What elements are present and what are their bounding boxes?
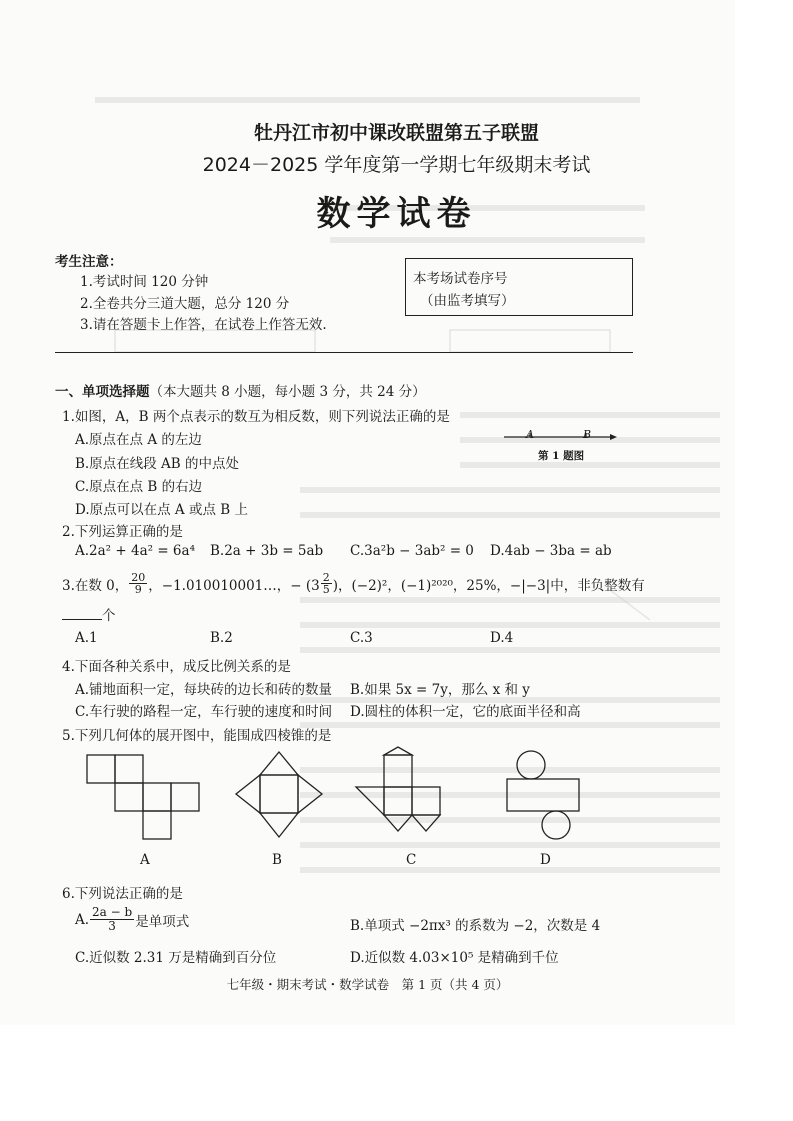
net-label-b: B	[272, 852, 282, 868]
notice-heading: 考生注意：	[55, 254, 123, 270]
page-title: 数学试卷	[316, 194, 477, 234]
figure-caption: 第 1 题图	[538, 450, 585, 462]
q1-option-d: D.原点可以在点 A 或点 B 上	[75, 502, 248, 518]
nets-figure	[80, 745, 600, 850]
net-label-c: C	[406, 852, 417, 868]
q3-frac1-den: 9	[134, 583, 142, 596]
q3-prefix: 3.在数 0，	[62, 577, 129, 594]
question-1-stem: 1.如图，A，B 两个点表示的数互为相反数，则下列说法正确的是	[62, 409, 450, 425]
q6-frac-den: 3	[108, 919, 116, 933]
q1-option-a: A.原点在点 A 的左边	[75, 432, 202, 448]
point-b-label: B	[583, 428, 592, 441]
net-label-a: A	[140, 852, 150, 868]
q3-mid: ，−1.010010001…，− (3	[148, 577, 320, 594]
section-note: （本大题共 8 小题，每小题 3 分，共 24 分）	[149, 384, 426, 400]
q3-fraction-1	[129, 572, 147, 595]
question-5-stem: 5.下列几何体的展开图中，能围成四棱锥的是	[62, 728, 332, 744]
notice-item: 3.请在答题卡上作答，在试卷上作答无效.	[80, 317, 327, 333]
number-line-arrow	[610, 434, 617, 440]
q3-fraction-2	[321, 572, 332, 595]
q3-tail: 个	[102, 608, 116, 624]
q2-option-a: A.2a² + 4a² = 6a⁴	[75, 543, 195, 559]
notice-item: 1.考试时间 120 分钟	[80, 274, 209, 290]
net-d	[507, 751, 579, 839]
q3-answer-line	[62, 604, 116, 624]
q2-option-c: C.3a²b − 3ab² = 0	[350, 543, 474, 559]
q6-option-a	[75, 906, 189, 933]
header-divider	[55, 352, 633, 353]
point-a-label: A	[526, 428, 534, 441]
q4-option-a: A.铺地面积一定，每块砖的边长和砖的数量	[75, 682, 333, 698]
q4-option-d: D.圆柱的体积一定，它的底面半径和高	[350, 704, 581, 720]
q3-frac1-num: 20	[131, 571, 146, 584]
question-3-stem	[62, 572, 645, 595]
section-title: 一、单项选择题	[55, 384, 150, 400]
q3-option-b: B.2	[210, 630, 233, 646]
q4-option-b: B.如果 5x = 7y，那么 x 和 y	[350, 682, 530, 698]
q2-option-b: B.2a + 3b = 5ab	[210, 543, 324, 559]
q1-option-c: C.原点在点 B 的右边	[75, 479, 203, 495]
q3-frac2-den: 5	[322, 583, 330, 596]
q3-option-d: D.4	[490, 630, 514, 646]
q3-option-c: C.3	[350, 630, 373, 646]
notice-item: 2.全卷共分三道大题，总分 120 分	[80, 296, 290, 312]
section-heading	[55, 380, 426, 400]
seat-box-label: 本考场试卷序号	[413, 271, 508, 287]
q6-opt-a-prefix: A.	[75, 911, 90, 928]
q6-opt-a-suffix: 是单项式	[135, 913, 190, 930]
q3-blank	[62, 607, 102, 620]
question-2-stem: 2.下列运算正确的是	[62, 524, 183, 540]
net-a	[87, 755, 199, 839]
q4-option-c: C.车行驶的路程一定，车行驶的速度和时间	[75, 704, 333, 720]
q6-option-b: B.单项式 −2πx³ 的系数为 −2，次数是 4	[350, 918, 601, 934]
question-4-stem: 4.下面各种关系中，成反比例关系的是	[62, 659, 291, 675]
org-title: 牡丹江市初中课改联盟第五子联盟	[253, 122, 539, 144]
page-footer: 七年级・期末考试・数学试卷 第 1 页（共 4 页）	[226, 977, 509, 992]
q3-suffix: )，(−2)²，(−1)²⁰²⁰，25%，−|−3|中，非负整数有	[332, 577, 645, 594]
q3-frac2-num: 2	[322, 571, 330, 584]
term-title: 2024－2025 学年度第一学期七年级期末考试	[202, 154, 591, 176]
question-6-stem: 6.下列说法正确的是	[62, 886, 183, 902]
q2-option-d: D.4ab − 3ba = ab	[490, 543, 612, 559]
q3-option-a: A.1	[75, 630, 98, 646]
net-b	[236, 752, 322, 837]
q1-option-b: B.原点在线段 AB 的中点处	[75, 456, 239, 472]
net-c	[356, 747, 440, 831]
q6-frac-num: 2a − b	[92, 905, 133, 919]
q6-option-c: C.近似数 2.31 万是精确到百分位	[75, 950, 277, 966]
q6-fraction	[90, 906, 134, 933]
net-label-d: D	[540, 852, 551, 868]
q6-option-d: D.近似数 4.03×10⁵ 是精确到千位	[350, 950, 559, 966]
seat-box-hint: （由监考填写）	[420, 293, 515, 309]
